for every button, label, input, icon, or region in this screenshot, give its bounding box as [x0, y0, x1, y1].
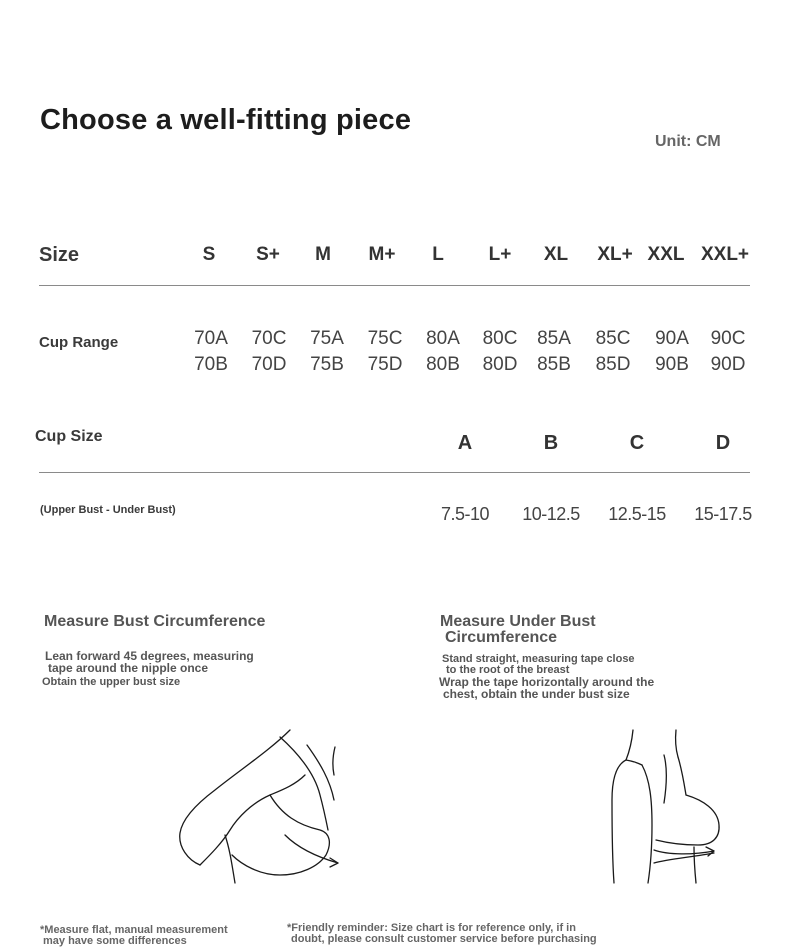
cup-range-cell: 75C 75D [367, 328, 403, 375]
measure-bust-heading: Measure Bust Circumference [44, 613, 266, 630]
cup-letter: A [457, 432, 473, 454]
divider [39, 285, 750, 286]
measure-under-bust-instruction: chest, obtain the under bust size [443, 687, 630, 701]
cup-range-cell: 85C 85D [595, 328, 631, 375]
measure-bust-instruction: tape around the nipple once [48, 661, 209, 675]
size-cell: XL [543, 244, 569, 265]
friendly-reminder: *Friendly reminder: Size chart is for reference only, if in [287, 922, 576, 934]
bust-difference-label: (Upper Bust - Under Bust) [40, 504, 176, 516]
measure-bust-instruction: Lean forward 45 degrees, measuring [45, 649, 254, 663]
size-cell: S [202, 244, 216, 265]
size-cell: XXL [647, 244, 685, 265]
measure-under-bust-heading: Measure Under Bust [440, 613, 596, 630]
size-cell: XXL+ [700, 244, 750, 265]
cup-range-cell: 70A 70B [194, 328, 228, 375]
size-cell: S+ [256, 244, 280, 265]
measure-under-bust-heading: Circumference [445, 629, 558, 646]
size-cell: M+ [368, 244, 396, 265]
measurement-note: may have some differences [43, 935, 187, 947]
unit-label: Unit: CM [655, 133, 721, 150]
cup-size-row-label: Cup Size [35, 428, 103, 445]
under-bust-measure-illustration [598, 725, 728, 890]
cup-value: 12.5-15 [608, 504, 666, 524]
bust-measure-illustration [170, 725, 350, 890]
cup-range-cell: 80C 80D [482, 328, 518, 375]
size-cell: M [315, 244, 331, 265]
measure-bust-instruction: Obtain the upper bust size [42, 676, 181, 688]
size-cell: XL+ [597, 244, 633, 265]
cup-letter: D [715, 432, 731, 454]
cup-value: 10-12.5 [522, 504, 580, 524]
cup-range-cell: 75A 75B [310, 328, 344, 375]
cup-value: 15-17.5 [694, 504, 752, 524]
size-cell: L+ [488, 244, 512, 265]
size-row-label: Size [39, 244, 80, 266]
size-cell: L [432, 244, 444, 265]
cup-range-row-label: Cup Range [39, 334, 119, 351]
cup-letter: B [543, 432, 559, 454]
friendly-reminder: doubt, please consult customer service before purchasing [291, 933, 597, 945]
cup-range-cell: 80A 80B [426, 328, 460, 375]
measure-under-bust-instruction: Wrap the tape horizontally around the [439, 675, 655, 689]
cup-value: 7.5-10 [440, 504, 490, 524]
measurement-note: *Measure flat, manual measurement [40, 924, 228, 936]
measure-under-bust-instruction: to the root of the breast [446, 664, 570, 676]
cup-range-cell: 85A 85B [537, 328, 571, 375]
page-title: Choose a well-fitting piece [40, 104, 412, 136]
cup-range-cell: 70C 70D [251, 328, 287, 375]
cup-range-cell: 90C 90D [710, 328, 746, 375]
divider [39, 472, 750, 473]
cup-range-cell: 90A 90B [655, 328, 689, 375]
measure-under-bust-instruction: Stand straight, measuring tape close [442, 653, 635, 665]
cup-letter: C [629, 432, 645, 454]
